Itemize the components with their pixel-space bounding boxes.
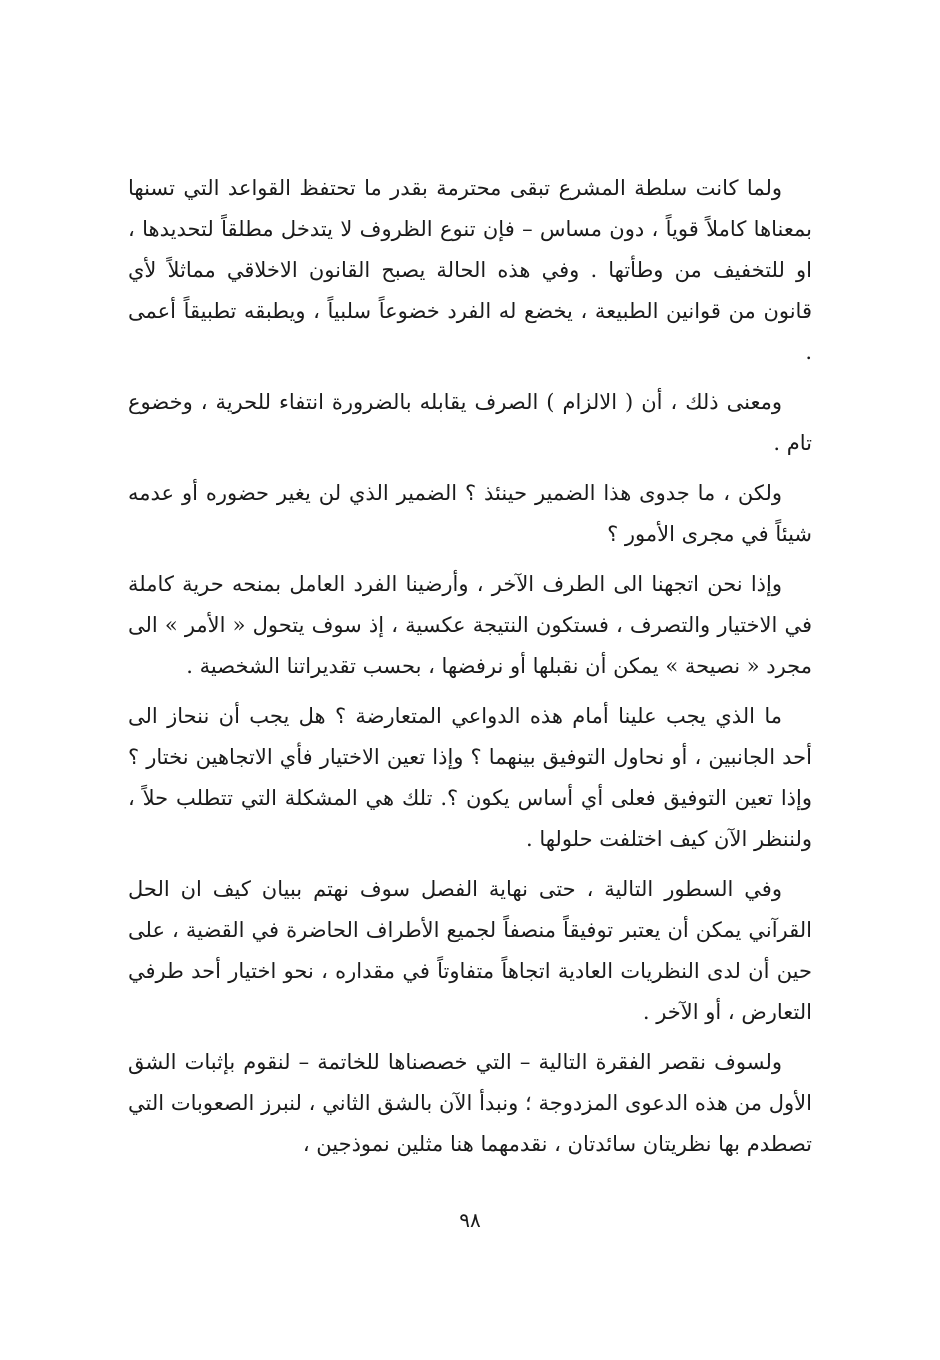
paragraph-2: ومعنى ذلك ، أن ( الالزام ) الصرف يقابله بالضرورة انتفاء للحرية ، وخضوع تام . [128,390,812,455]
paragraph-7: ولسوف نقصر الفقرة التالية – التي خصصناها للخاتمة – لنقوم بإثبات الشق الأول من هذه الدعوى المزدوجة ؛ ونبدأ الآن بالشق الثاني ، لنبرز الصعوبات التي تصطدم بها نظريتان سائدتان ، نقدمهما هنا مثلين نموذجين ، [128,1050,812,1156]
body-text [128,168,812,1174]
paragraph-4: وإذا نحن اتجهنا الى الطرف الآخر ، وأرضينا الفرد العامل بمنحه حرية كاملة في الاختيار والتصرف ، فستكون النتيجة عكسية ، إذ سوف يتحول « الأمر » الى مجرد « نصيحة » يمكن أن نقبلها أو نرفضها ، بحسب تقديراتنا الشخصية . [128,572,812,678]
page-number: ٩٨ [459,1208,481,1232]
paragraph-6: وفي السطور التالية ، حتى نهاية الفصل سوف نهتم ببيان كيف ان الحل القرآني يمكن أن يعتبر توفيقاً منصفاً لجميع الأطراف الحاضرة في القضية ، على حين أن لدى النظريات العادية اتجاهاً متفاوتاً في مقداره ، نحو اختيار أحد طرفي التعارض ، أو الآخر . [128,877,812,1024]
paragraph-1: ولما كانت سلطة المشرع تبقى محترمة بقدر ما تحتفظ القواعد التي تسنها بمعناها كاملاً قوياً ، دون مساس – فإن تنوع الظروف لا يتدخل مطلقاً لتحديدها ، او للتخفيف من وطأتها . وفي هذه الحالة يصبح القانون الاخلاقي مماثلاً لأي قانون من قوانين الطبيعة ، يخضع له الفرد خضوعاً سلبياً ، ويطبقه تطبيقاً أعمى . [128,176,812,364]
paragraph-5: ما الذي يجب علينا أمام هذه الدواعي المتعارضة ؟ هل يجب أن ننحاز الى أحد الجانبين ، أو نحاول التوفيق بينهما ؟ وإذا تعين الاختيار فأي الاتجاهين نختار ؟ وإذا تعين التوفيق فعلى أي أساس يكون ؟. تلك هي المشكلة التي تتطلب حلاً ، ولننظر الآن كيف اختلفت حلولها . [128,704,812,851]
paragraph-3: ولكن ، ما جدوى هذا الضمير حينئذ ؟ الضمير الذي لن يغير حضوره أو عدمه شيئاً في مجرى الأمور ؟ [128,481,812,546]
